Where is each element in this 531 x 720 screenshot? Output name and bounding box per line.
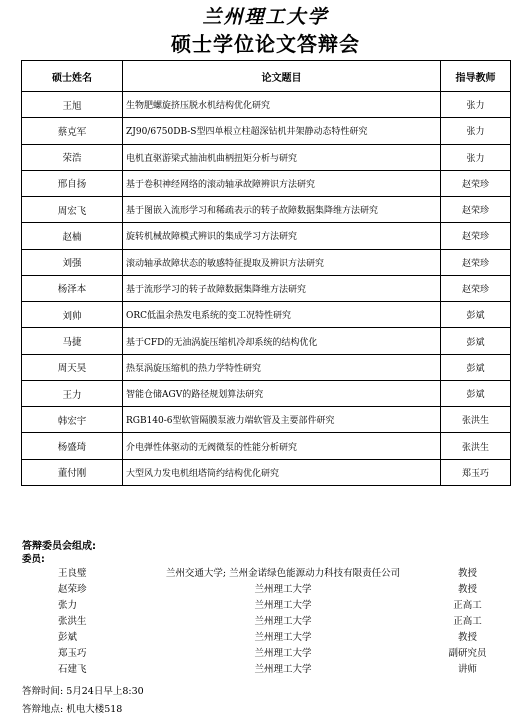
student-name: 刘强 bbox=[22, 249, 123, 275]
advisor-name: 彭斌 bbox=[441, 354, 511, 380]
advisor-name: 赵荣珍 bbox=[441, 249, 511, 275]
table-row bbox=[22, 92, 511, 118]
member-name: 彭斌 bbox=[58, 632, 78, 643]
advisor-name: 张洪生 bbox=[441, 407, 511, 433]
advisor-name: 彭斌 bbox=[441, 328, 511, 354]
thesis-title: 基于流形学习的转子故障数据集降维方法研究 bbox=[123, 275, 441, 301]
advisor-name: 赵荣珍 bbox=[441, 170, 511, 196]
thesis-title: ZJ90/6750DB-S型四单根立柱超深钻机井架静动态特性研究 bbox=[123, 118, 441, 144]
table-row bbox=[22, 354, 511, 380]
committee-members-label: 委员: bbox=[22, 554, 45, 565]
advisor-name: 郑玉巧 bbox=[441, 459, 511, 485]
table-row bbox=[22, 170, 511, 196]
table-row bbox=[22, 407, 511, 433]
table-row bbox=[22, 459, 511, 485]
committee-member-row bbox=[0, 661, 531, 676]
table-row bbox=[22, 433, 511, 459]
thesis-title: 基于CFD的无油涡旋压缩机冷却系统的结构优化 bbox=[123, 328, 441, 354]
member-affiliation: 兰州理工大学 bbox=[254, 664, 312, 675]
student-name: 王力 bbox=[22, 380, 123, 406]
column-header-name: 硕士姓名 bbox=[22, 61, 123, 92]
thesis-table bbox=[21, 60, 511, 486]
advisor-name: 张力 bbox=[441, 118, 511, 144]
member-title: 讲师 bbox=[457, 664, 477, 675]
thesis-title: 滚动轴承故障状态的敏感特征提取及辨识方法研究 bbox=[123, 249, 441, 275]
committee-heading: 答辩委员会组成: bbox=[22, 541, 96, 552]
student-name: 周天昊 bbox=[22, 354, 123, 380]
member-affiliation: 兰州交通大学; 兰州金诺绿色能源动力科技有限责任公司 bbox=[165, 568, 401, 579]
member-title: 副研究员 bbox=[448, 648, 487, 659]
member-name: 石建飞 bbox=[58, 664, 87, 675]
member-affiliation: 兰州理工大学 bbox=[254, 600, 312, 611]
committee-member-row bbox=[0, 629, 531, 644]
member-name: 赵荣珍 bbox=[58, 584, 87, 595]
advisor-name: 张洪生 bbox=[441, 433, 511, 459]
thesis-title: 介电弹性体驱动的无阀微泵的性能分析研究 bbox=[123, 433, 441, 459]
advisor-name: 赵荣珍 bbox=[441, 275, 511, 301]
table-row bbox=[22, 223, 511, 249]
advisor-name: 张力 bbox=[441, 92, 511, 118]
table-row bbox=[22, 118, 511, 144]
member-affiliation: 兰州理工大学 bbox=[254, 616, 312, 627]
student-name: 蔡克军 bbox=[22, 118, 123, 144]
thesis-title: 生物肥螺旋挤压脱水机结构优化研究 bbox=[123, 92, 441, 118]
defense-time: 答辩时间: 5月24日早上8:30 bbox=[22, 686, 144, 697]
student-name: 荣浩 bbox=[22, 144, 123, 170]
student-name: 周宏飞 bbox=[22, 197, 123, 223]
member-affiliation: 兰州理工大学 bbox=[254, 584, 312, 595]
student-name: 杨泽本 bbox=[22, 275, 123, 301]
university-logo-text: 兰州理工大学 bbox=[202, 6, 329, 28]
member-name: 张力 bbox=[58, 600, 78, 611]
member-title: 教授 bbox=[457, 632, 477, 643]
student-name: 马捷 bbox=[22, 328, 123, 354]
thesis-title: 基于卷积神经网络的滚动轴承故障辨识方法研究 bbox=[123, 170, 441, 196]
table-row bbox=[22, 144, 511, 170]
table-row bbox=[22, 328, 511, 354]
column-header-advisor: 指导教师 bbox=[441, 61, 511, 92]
table-header-row bbox=[22, 61, 511, 92]
committee-member-row bbox=[0, 581, 531, 596]
thesis-title: 旋转机械故障模式辨识的集成学习方法研究 bbox=[123, 223, 441, 249]
table-row bbox=[22, 275, 511, 301]
committee-member-row bbox=[0, 613, 531, 628]
thesis-title: 基于图嵌入流形学习和稀疏表示的转子故障数据集降维方法研究 bbox=[123, 197, 441, 223]
student-name: 邢自扬 bbox=[22, 170, 123, 196]
student-name: 王旭 bbox=[22, 92, 123, 118]
table-row bbox=[22, 302, 511, 328]
member-name: 王良璧 bbox=[58, 568, 87, 579]
table-row bbox=[22, 249, 511, 275]
thesis-title: 大型风力发电机组塔筒约结构优化研究 bbox=[123, 459, 441, 485]
student-name: 赵楠 bbox=[22, 223, 123, 249]
defense-place: 答辩地点: 机电大楼518 bbox=[22, 704, 123, 715]
advisor-name: 张力 bbox=[441, 144, 511, 170]
member-title: 教授 bbox=[457, 568, 477, 579]
thesis-title: 智能仓储AGV的路径规划算法研究 bbox=[123, 380, 441, 406]
member-affiliation: 兰州理工大学 bbox=[254, 648, 312, 659]
advisor-name: 彭斌 bbox=[441, 302, 511, 328]
member-title: 正高工 bbox=[453, 616, 482, 627]
member-affiliation: 兰州理工大学 bbox=[254, 632, 312, 643]
thesis-title: ORC低温余热发电系统的变工况特性研究 bbox=[123, 302, 441, 328]
table-row bbox=[22, 380, 511, 406]
advisor-name: 赵荣珍 bbox=[441, 197, 511, 223]
committee-member-row bbox=[0, 565, 531, 580]
member-title: 正高工 bbox=[453, 600, 482, 611]
student-name: 杨盛琦 bbox=[22, 433, 123, 459]
member-name: 郑玉巧 bbox=[58, 648, 87, 659]
committee-member-row bbox=[0, 645, 531, 660]
student-name: 韩宏宇 bbox=[22, 407, 123, 433]
table-row bbox=[22, 197, 511, 223]
student-name: 刘帅 bbox=[22, 302, 123, 328]
thesis-title: 电机直驱游梁式抽油机曲柄扭矩分析与研究 bbox=[123, 144, 441, 170]
page-title: 硕士学位论文答辩会 bbox=[171, 32, 360, 56]
committee-member-row bbox=[0, 597, 531, 612]
advisor-name: 赵荣珍 bbox=[441, 223, 511, 249]
member-title: 教授 bbox=[457, 584, 477, 595]
thesis-title: RGB140-6型软管隔膜泵液力端软管及主要部件研究 bbox=[123, 407, 441, 433]
thesis-title: 热泵涡旋压缩机的热力学特性研究 bbox=[123, 354, 441, 380]
student-name: 董付刚 bbox=[22, 459, 123, 485]
advisor-name: 彭斌 bbox=[441, 380, 511, 406]
member-name: 张洪生 bbox=[58, 616, 87, 627]
column-header-thesis: 论文题目 bbox=[123, 61, 441, 92]
